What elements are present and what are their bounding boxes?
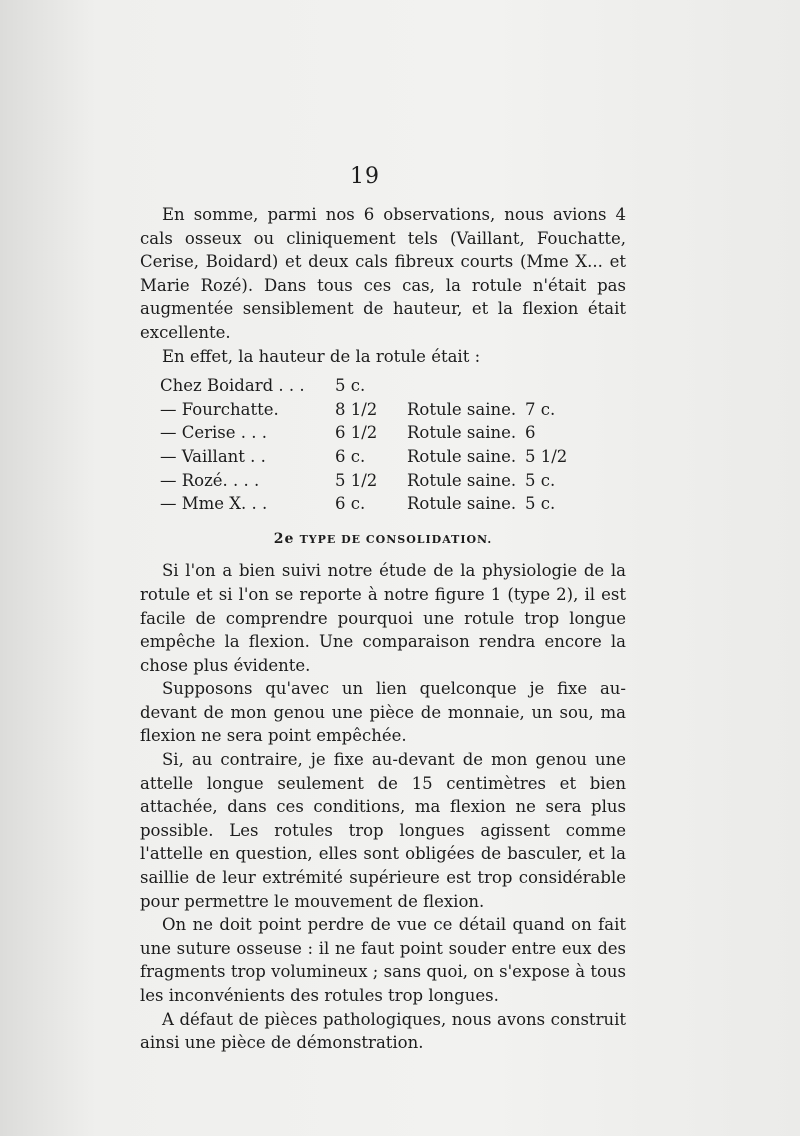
healthy-patella-value	[525, 374, 567, 398]
measurement-row	[140, 492, 567, 516]
paragraph: En somme, parmi nos 6 observations, nous avions 4 cals osseux ou cliniquement tels (Vaillant, Fouchatte, Cerise, Boidard) et deux cals fibreux courts (Mme X... et Marie Rozé). Dans tous ces cas, la rotule n'était pas augmentée sensiblement de hauteur, et la flexion était excellente.	[140, 205, 626, 342]
healthy-patella-value: 6	[525, 423, 536, 443]
patella-height: 6 1/2	[335, 423, 378, 443]
body-text	[140, 203, 626, 1055]
measurement-row	[140, 445, 567, 469]
healthy-patella-value: 5 c.	[525, 494, 556, 514]
healthy-patella-label	[407, 374, 525, 398]
healthy-patella-label: Rotule saine.	[407, 446, 517, 466]
paragraph: A défaut de pièces pathologiques, nous avons construit ainsi une pièce de démonstration.	[140, 1009, 626, 1053]
measurement-row	[140, 421, 567, 445]
measurement-table	[140, 374, 567, 516]
patient-name: — Mme X. . .	[160, 494, 268, 514]
patella-height: 6 c.	[335, 446, 366, 466]
healthy-patella-value: 5 1/2	[525, 446, 568, 466]
paragraph: En effet, la hauteur de la rotule était :	[162, 346, 481, 366]
patient-name: — Cerise . . .	[160, 423, 268, 443]
page-number: 19	[350, 164, 380, 189]
healthy-patella-label: Rotule saine.	[407, 423, 517, 443]
patient-name: — Fourchatte.	[160, 399, 279, 419]
patella-height: 5 c.	[335, 376, 366, 396]
patella-height: 5 1/2	[335, 470, 378, 490]
measurement-row	[140, 469, 567, 493]
healthy-patella-value: 7 c.	[525, 399, 556, 419]
paragraph: On ne doit point perdre de vue ce détail quand on fait une suture osseuse : il ne faut point souder entre eux des fragments trop volumineux ; sans quoi, on s'expose à tous les inconvénients des rotules trop longues.	[140, 915, 626, 1005]
patient-name: — Rozé. . . .	[160, 470, 260, 490]
measurement-row	[140, 398, 567, 422]
healthy-patella-value: 5 c.	[525, 470, 556, 490]
section-number: 2e	[273, 530, 295, 547]
patella-height: 6 c.	[335, 494, 366, 514]
paragraph: Supposons qu'avec un lien quelconque je fixe au-devant de mon genou une pièce de monnaie, un sou, ma flexion ne sera point empêchée.	[140, 679, 626, 746]
healthy-patella-label: Rotule saine.	[407, 494, 517, 514]
patient-name: — Vaillant . .	[160, 446, 266, 466]
healthy-patella-label: Rotule saine.	[407, 399, 517, 419]
measurement-row	[140, 374, 567, 398]
paragraph: Si, au contraire, je fixe au-devant de mon genou une attelle longue seulement de 15 centimètres et bien attachée, dans ces conditions, ma flexion ne sera plus possible. Les rotules trop longues agissent comme l'attelle en question, elles sont obligées de basculer, et la saillie de leur extrémité supérieure est trop considérable pour permettre le mouvement de flexion.	[140, 750, 626, 911]
healthy-patella-label: Rotule saine.	[407, 470, 517, 490]
section-title: TYPE DE CONSOLIDATION.	[299, 532, 493, 546]
patient-name: Chez Boidard . . .	[160, 376, 305, 396]
patella-height: 8 1/2	[335, 399, 378, 419]
paragraph: Si l'on a bien suivi notre étude de la physiologie de la rotule et si l'on se reporte à notre figure 1 (type 2), il est facile de comprendre pourquoi une rotule trop longue empêche la flexion. Une comparaison rendra encore la chose plus évidente.	[140, 561, 626, 675]
section-heading	[140, 528, 626, 552]
